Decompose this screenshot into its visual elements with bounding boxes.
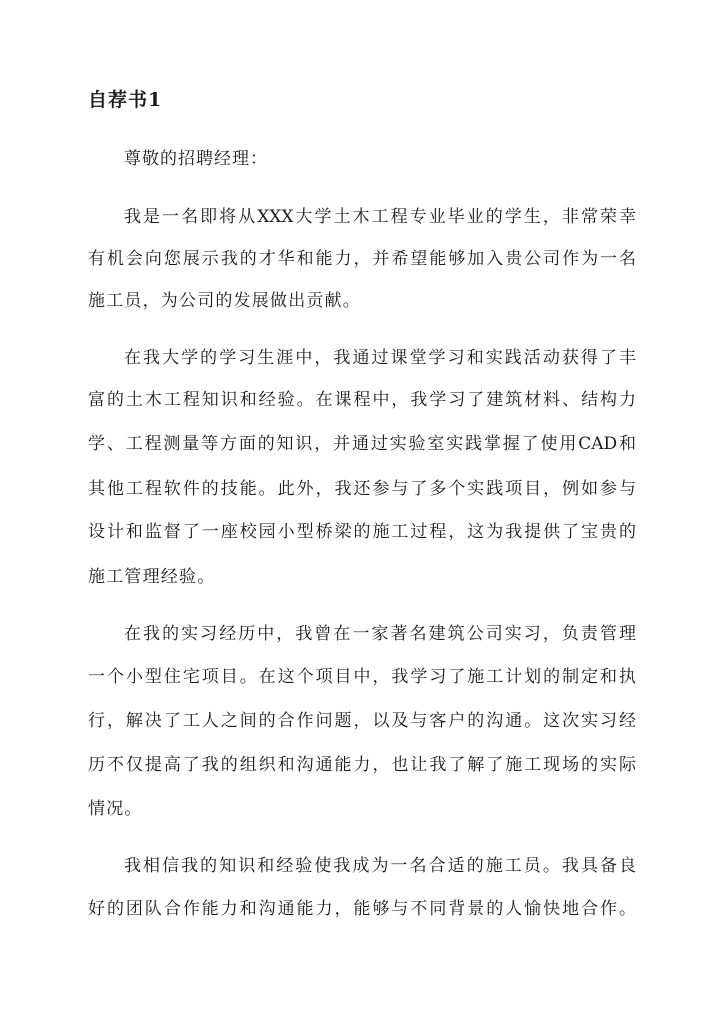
paragraph-2-line-1: 在我大学的学习生涯中，我通过课堂学习和实践活动获得了丰 — [124, 348, 636, 368]
paragraph-3-line-3: 行，解决了工人之间的合作问题，以及与客户的沟通。这次实习经 — [88, 711, 636, 731]
paragraph-2-line-5: 设计和监督了一座校园小型桥梁的施工过程，这为我提供了宝贵的 — [88, 522, 636, 542]
document-title: 自荐书1 — [88, 89, 163, 111]
salutation: 尊敬的招聘经理： — [124, 149, 268, 169]
paragraph-3-line-4: 历不仅提高了我的组织和沟通能力，也让我了解了施工现场的实际 — [88, 755, 636, 775]
paragraph-2-line-6: 施工管理经验。 — [88, 567, 216, 587]
paragraph-2-line-2: 富的土木工程知识和经验。在课程中，我学习了建筑材料、结构力 — [88, 390, 636, 410]
paragraph-1-line-1: 我是一名即将从XXX大学土木工程专业毕业的学生，非常荣幸 — [124, 207, 636, 227]
paragraph-3-line-1: 在我的实习经历中，我曾在一家著名建筑公司实习，负责管理 — [124, 624, 636, 644]
paragraph-3-line-2: 一个小型住宅项目。在这个项目中，我学习了施工计划的制定和执 — [88, 667, 636, 687]
paragraph-3-line-5: 情况。 — [88, 799, 143, 819]
paragraph-2-line-4: 其他工程软件的技能。此外，我还参与了多个实践项目，例如参与 — [88, 479, 636, 499]
paragraph-4-line-2: 好的团队合作能力和沟通能力，能够与不同背景的人愉快地合作。 — [88, 899, 636, 919]
paragraph-1-line-3: 施工员，为公司的发展做出贡献。 — [88, 291, 361, 311]
paragraph-2-line-3: 学、工程测量等方面的知识，并通过实验室实践掌握了使用CAD和 — [88, 434, 636, 454]
paragraph-1-line-2: 有机会向您展示我的才华和能力，并希望能够加入贵公司作为一名 — [88, 249, 636, 269]
paragraph-4-line-1: 我相信我的知识和经验使我成为一名合适的施工员。我具备良 — [124, 856, 636, 876]
